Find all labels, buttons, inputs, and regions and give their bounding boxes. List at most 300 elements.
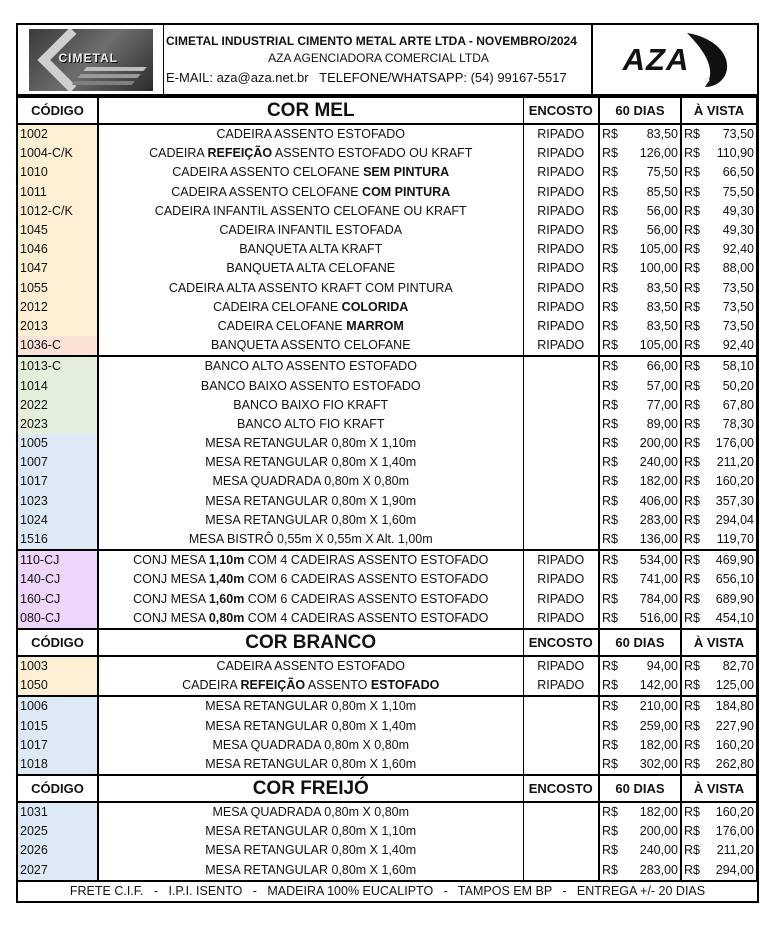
product-code: 1023 [18,492,98,511]
description-text: CADEIRA ALTA ASSENTO KRAFT COM PINTURA [168,280,453,295]
price-cell [602,736,678,755]
product-row [18,163,757,182]
price-60-days-column-header: 60 DIAS [599,629,681,656]
price-cell [684,221,754,240]
product-row [18,415,757,434]
currency-symbol: R$ [684,610,700,625]
encosto-value: RIPADO [523,609,599,629]
encosto-value: RIPADO [523,124,599,144]
price-cash [681,144,757,163]
price-amount: 406,00 [639,493,678,508]
price-cell [684,317,754,336]
product-code: 1004-C/K [18,144,98,163]
currency-symbol: R$ [684,280,700,295]
price-60-days [599,736,681,755]
description-text: CADEIRA CELOFANE [217,318,347,333]
encosto-value [523,376,599,395]
currency-symbol: R$ [684,338,700,353]
price-cell [684,736,754,755]
currency-symbol: R$ [684,299,700,314]
price-60-days [599,202,681,221]
currency-symbol: R$ [602,553,618,568]
price-amount: 469,90 [715,553,754,568]
product-row [18,472,757,491]
product-code: 1047 [18,259,98,278]
currency-symbol: R$ [602,572,618,587]
encosto-value [523,492,599,511]
description-text: MESA BISTRÔ 0,55m X 0,55m X Alt. 1,00m [188,532,433,547]
product-description [98,144,523,163]
price-amount: 240,00 [639,843,678,858]
currency-symbol: R$ [684,658,700,673]
price-cash [681,163,757,182]
price-cell [684,453,754,472]
currency-symbol: R$ [602,678,618,693]
product-description [98,861,523,881]
description-text: CADEIRA [149,146,208,161]
price-amount: 211,20 [716,843,754,858]
encosto-value: RIPADO [523,144,599,163]
product-code: 1012-C/K [18,202,98,221]
currency-symbol: R$ [684,553,700,568]
description-highlight: SEM PINTURA [363,165,450,180]
price-cash [681,202,757,221]
price-60-days [599,676,681,696]
product-description [98,696,523,716]
description-highlight: 0,80m [208,610,245,625]
encosto-value [523,736,599,755]
product-code: 1031 [18,802,98,822]
encosto-value [523,415,599,434]
price-60-days [599,183,681,202]
price-cell [684,717,754,736]
price-cash [681,434,757,453]
product-row [18,656,757,676]
price-amount: 50,20 [722,378,754,393]
product-code: 1006 [18,696,98,716]
product-row [18,434,757,453]
product-code: 1014 [18,376,98,395]
price-cell [602,453,678,472]
product-description [98,590,523,609]
description-text: BANQUETA ASSENTO CELOFANE [210,338,411,353]
aza-logo-text: AZA [622,41,690,77]
encosto-value [523,696,599,716]
product-code: 1024 [18,511,98,530]
price-amount: 100,00 [639,261,678,276]
description-text: CONJ MESA [133,591,209,606]
price-amount: 75,50 [646,165,678,180]
price-cell [684,279,754,298]
price-60-days [599,240,681,259]
description-text: MESA RETANGULAR 0,80m X 1,10m [205,699,417,714]
price-cell [684,396,754,415]
description-text: CADEIRA [182,678,241,693]
price-amount: 77,00 [646,397,678,412]
price-cell [684,377,754,396]
currency-symbol: R$ [684,416,700,431]
price-60-days [599,279,681,298]
currency-symbol: R$ [602,805,618,820]
description-highlight: 1,10m [208,553,245,568]
price-amount: 57,00 [646,378,678,393]
product-description [98,530,523,550]
product-row [18,802,757,822]
product-code: 1002 [18,124,98,144]
product-description [98,822,523,841]
price-amount: 56,00 [646,223,678,238]
product-code: 1018 [18,755,98,775]
cash-price-column-header: À VISTA [681,97,757,124]
currency-symbol: R$ [602,455,618,470]
price-amount: 85,50 [646,184,678,199]
product-description [98,240,523,259]
description-text: MESA RETANGULAR 0,80m X 1,40m [205,718,417,733]
description-text: MESA QUADRADA 0,80m X 0,80m [212,474,410,489]
price-60-days [599,396,681,415]
price-cell [602,697,678,716]
price-cash [681,511,757,530]
currency-symbol: R$ [602,474,618,489]
cimetal-stripes-icon [83,67,146,71]
product-code: 1015 [18,716,98,735]
price-amount: 534,00 [639,553,678,568]
price-cell [602,125,678,144]
cash-price-column-header: À VISTA [681,629,757,656]
price-60-days [599,590,681,609]
currency-symbol: R$ [602,416,618,431]
price-table [18,96,758,901]
price-amount: 89,00 [646,416,678,431]
currency-symbol: R$ [602,737,618,752]
product-row [18,511,757,530]
product-description [98,550,523,570]
product-description [98,124,523,144]
price-cell [684,259,754,278]
product-code: 140-CJ [18,570,98,589]
price-amount: 105,00 [639,242,678,257]
currency-symbol: R$ [602,359,618,374]
price-cell [684,530,754,549]
price-60-days [599,841,681,860]
price-cell [684,570,754,589]
price-amount: 184,80 [715,699,754,714]
description-text: ASSENTO ESTOFADO OU KRAFT [272,146,473,161]
description-text: MESA RETANGULAR 0,80m X 1,90m [205,493,417,508]
description-text: ASSENTO [305,678,371,693]
currency-symbol: R$ [684,591,700,606]
price-cell [602,259,678,278]
price-amount: 92,40 [722,242,754,257]
product-code: 1011 [18,183,98,202]
price-cash [681,676,757,696]
price-amount: 240,00 [639,455,678,470]
currency-symbol: R$ [602,318,618,333]
company-name: CIMETAL INDUSTRIAL CIMENTO METAL ARTE LTDA - NOVEMBRO/2024 [166,34,577,48]
description-text: BANCO BAIXO ASSENTO ESTOFADO [200,378,421,393]
currency-symbol: R$ [684,512,700,527]
product-row [18,124,757,144]
price-60-days [599,550,681,570]
price-cell [602,163,678,182]
price-cash [681,590,757,609]
price-amount: 83,50 [646,127,678,142]
price-amount: 73,50 [722,318,754,333]
price-cell [684,590,754,609]
price-amount: 73,50 [722,280,754,295]
encosto-value: RIPADO [523,221,599,240]
encosto-value: RIPADO [523,202,599,221]
price-cash [681,736,757,755]
price-cell [684,336,754,355]
price-60-days [599,802,681,822]
price-cell [602,590,678,609]
price-cell [602,841,678,860]
price-cash [681,415,757,434]
product-code: 2012 [18,298,98,317]
price-amount: 75,50 [722,184,754,199]
currency-symbol: R$ [684,242,700,257]
description-text: CONJ MESA [133,553,209,568]
price-amount: 182,00 [639,737,678,752]
encosto-value [523,755,599,775]
price-cash [681,317,757,336]
price-cell [602,657,678,676]
price-cell [602,317,678,336]
price-cash [681,259,757,278]
price-cell [684,434,754,453]
currency-symbol: R$ [602,397,618,412]
currency-symbol: R$ [602,843,618,858]
encosto-value [523,822,599,841]
currency-symbol: R$ [684,146,700,161]
currency-symbol: R$ [602,165,618,180]
product-row [18,492,757,511]
contact-info: E-MAIL: aza@aza.net.br TELEFONE/WHATSAPP: (54) 99167-5517 [166,70,567,85]
product-code: 1050 [18,676,98,696]
currency-symbol: R$ [602,512,618,527]
price-cell [684,240,754,259]
product-code: 1516 [18,530,98,550]
price-amount: 88,00 [722,261,754,276]
currency-symbol: R$ [684,862,700,877]
currency-symbol: R$ [602,591,618,606]
price-cash [681,696,757,716]
price-60-days-column-header: 60 DIAS [599,97,681,124]
currency-symbol: R$ [684,699,700,714]
section-title: COR FREIJÓ [98,775,523,802]
description-text: COM 6 CADEIRAS ASSENTO ESTOFADO [244,591,489,606]
price-cell [602,803,678,822]
description-text: MESA QUADRADA 0,80m X 0,80m [212,805,410,820]
cimetal-logo [29,29,153,91]
price-cell [602,492,678,511]
price-cell [602,434,678,453]
currency-symbol: R$ [684,127,700,142]
price-amount: 83,50 [646,280,678,295]
price-amount: 110,90 [716,146,754,161]
price-cell [602,511,678,530]
price-cash [681,492,757,511]
description-text: MESA RETANGULAR 0,80m X 1,60m [205,756,417,771]
encosto-value: RIPADO [523,163,599,182]
price-cell [602,240,678,259]
product-code: 1055 [18,279,98,298]
price-cash [681,656,757,676]
currency-symbol: R$ [602,146,618,161]
currency-symbol: R$ [684,203,700,218]
product-description [98,221,523,240]
currency-symbol: R$ [602,493,618,508]
price-amount: 78,30 [722,416,754,431]
description-text: BANCO ALTO FIO KRAFT [237,416,385,431]
price-amount: 262,80 [715,756,754,771]
price-cell [602,396,678,415]
product-description [98,163,523,182]
product-row [18,453,757,472]
price-cell [602,551,678,570]
product-description [98,453,523,472]
currency-symbol: R$ [684,455,700,470]
currency-symbol: R$ [602,658,618,673]
description-text: CADEIRA ASSENTO CELOFANE [172,165,364,180]
product-row [18,183,757,202]
price-60-days [599,822,681,841]
price-cell [684,803,754,822]
product-description [98,415,523,434]
price-cell [602,298,678,317]
currency-symbol: R$ [602,610,618,625]
currency-symbol: R$ [602,436,618,451]
price-cell [602,822,678,841]
encosto-value [523,716,599,735]
price-amount: 176,00 [715,824,754,839]
description-text: MESA RETANGULAR 0,80m X 1,10m [205,824,417,839]
description-highlight: REFEIÇÃO [207,146,273,161]
product-row [18,298,757,317]
product-description [98,202,523,221]
encosto-value [523,530,599,550]
price-cell [684,415,754,434]
product-code: 2023 [18,415,98,434]
price-cell [602,415,678,434]
price-amount: 119,70 [716,532,754,547]
currency-symbol: R$ [684,474,700,489]
encosto-value: RIPADO [523,656,599,676]
price-60-days [599,163,681,182]
product-description [98,676,523,696]
price-amount: 56,00 [646,203,678,218]
description-highlight: COM PINTURA [362,184,451,199]
encosto-column-header: ENCOSTO [523,97,599,124]
product-description [98,356,523,376]
currency-symbol: R$ [684,532,700,547]
price-60-days [599,696,681,716]
product-row [18,696,757,716]
description-text: BANQUETA ALTA CELOFANE [226,261,396,276]
section-title: COR BRANCO [98,629,523,656]
product-description [98,511,523,530]
currency-symbol: R$ [684,223,700,238]
price-60-days [599,259,681,278]
price-amount: 454,10 [715,610,754,625]
product-row [18,550,757,570]
price-cell [602,609,678,628]
price-amount: 294,00 [715,862,754,877]
currency-symbol: R$ [684,184,700,199]
currency-symbol: R$ [684,756,700,771]
price-cell [602,183,678,202]
product-code: 1017 [18,472,98,491]
description-text: MESA RETANGULAR 0,80m X 1,60m [205,512,417,527]
product-description [98,755,523,775]
product-description [98,336,523,356]
price-60-days [599,492,681,511]
price-cell [602,755,678,774]
description-text: CADEIRA ASSENTO ESTOFADO [216,658,405,673]
price-60-days [599,530,681,550]
price-list-header [18,25,757,96]
currency-symbol: R$ [602,824,618,839]
product-description [98,472,523,491]
encosto-value [523,472,599,491]
price-amount: 182,00 [639,474,678,489]
description-text: BANCO ALTO ASSENTO ESTOFADO [204,359,417,374]
agency-name: AZA AGENCIADORA COMERCIAL LTDA [268,51,489,65]
price-amount: 656,10 [715,572,754,587]
product-description [98,279,523,298]
description-text: CADEIRA ASSENTO CELOFANE [171,184,363,199]
footer-terms: FRETE C.I.F. - I.P.I. ISENTO - MADEIRA 100% EUCALIPTO - TAMPOS EM BP - ENTREGA +/- 20 DIAS [18,881,757,901]
currency-symbol: R$ [684,397,700,412]
product-code: 2013 [18,317,98,336]
price-cell [602,717,678,736]
encosto-value: RIPADO [523,676,599,696]
description-highlight: 1,60m [208,591,245,606]
product-code: 2025 [18,822,98,841]
price-60-days [599,356,681,376]
encosto-value [523,434,599,453]
currency-symbol: R$ [684,718,700,733]
currency-symbol: R$ [684,843,700,858]
price-amount: 58,10 [722,359,754,374]
product-code: 1010 [18,163,98,182]
price-cell [602,144,678,163]
description-highlight: MARROM [346,318,404,333]
aza-swoosh-icon [683,31,731,89]
encosto-value [523,356,599,376]
product-row [18,755,757,775]
price-amount: 160,20 [715,737,754,752]
product-row [18,202,757,221]
product-description [98,317,523,336]
product-code: 110-CJ [18,550,98,570]
encosto-value [523,841,599,860]
price-cell [684,697,754,716]
encosto-value [523,861,599,881]
price-cell [684,472,754,491]
price-60-days [599,317,681,336]
price-cash [681,861,757,881]
currency-symbol: R$ [602,299,618,314]
price-60-days [599,124,681,144]
cimetal-logo-cell [18,25,164,94]
product-code: 1003 [18,656,98,676]
currency-symbol: R$ [602,127,618,142]
encosto-value [523,453,599,472]
product-description [98,298,523,317]
price-amount: 66,50 [722,165,754,180]
